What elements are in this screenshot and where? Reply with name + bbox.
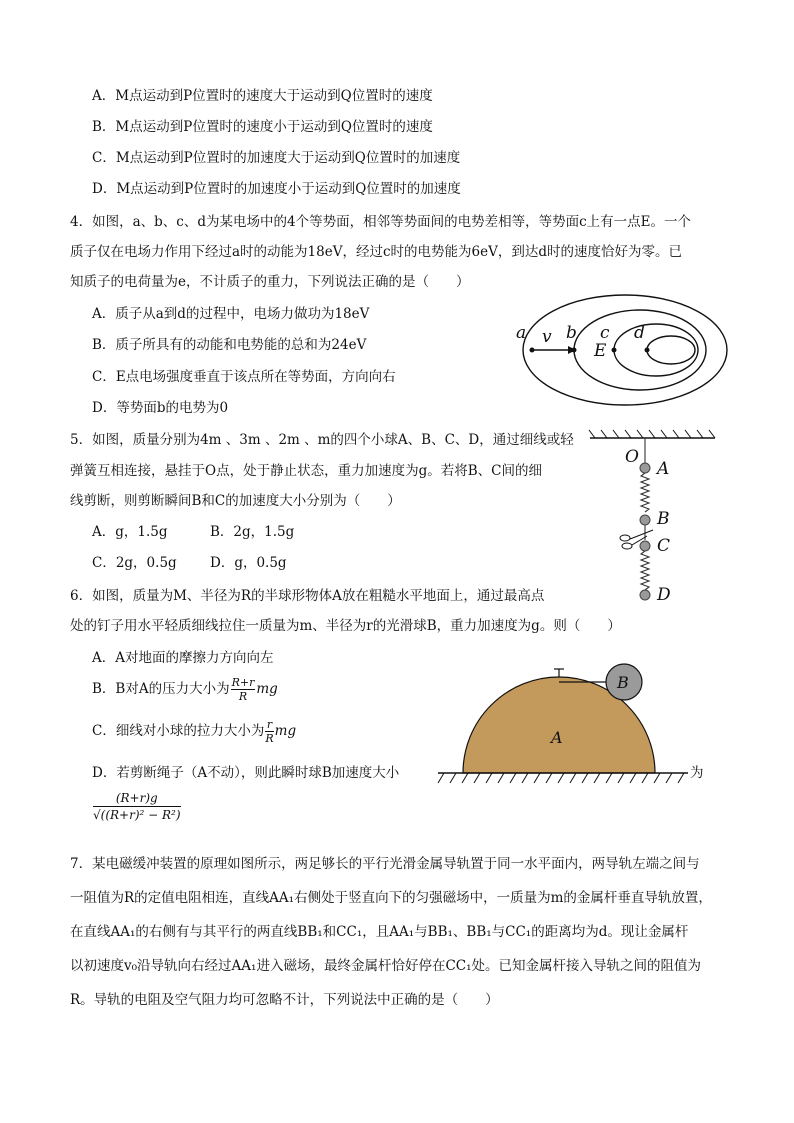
- ball-d: [640, 590, 650, 600]
- q5-option-b: B．2g，1.5g: [210, 524, 295, 540]
- label-b: b: [566, 323, 577, 343]
- label-B: B: [657, 509, 670, 529]
- label-C: C: [657, 536, 671, 556]
- q6-option-a: A．A对地面的摩擦力方向向左: [92, 650, 274, 666]
- label-c: c: [600, 323, 610, 343]
- q5-option-d: D．g，0.5g: [210, 555, 287, 571]
- q7-line-1: 7．某电磁缓冲装置的原理如图所示，两足够长的平行光滑金属导轨置于同一水平面内，两导轨左端之间与: [70, 856, 700, 872]
- q4-stem-line-1: 4．如图，a、b、c、d为某电场中的4个等势面，相邻等势面间的电势差相等，等势面c上有一点E。一个: [70, 214, 691, 230]
- q5-option-a: A．g，1.5g: [92, 524, 168, 540]
- label-A: A: [657, 459, 670, 479]
- q4-stem-line-3: 知质子的电荷量为e，不计质子的重力，下列说法正确的是（ ）: [70, 274, 470, 290]
- label-O: O: [625, 447, 639, 467]
- q7-line-3: 在直线AA₁的右侧有与其平行的两直线BB₁和CC₁，且AA₁与BB₁、BB₁与CC₁的距离均为d。现让金属杆: [70, 924, 689, 940]
- q6-hemisphere-figure: [438, 655, 698, 790]
- q3-option-a: A．M点运动到P位置时的速度大于运动到Q位置时的速度: [92, 88, 433, 104]
- q5-stem-line-2: 弹簧互相连接，悬挂于O点，处于静止状态，重力加速度为g。若将B、C间的细: [70, 463, 542, 479]
- label-E: E: [594, 341, 607, 361]
- label-D: D: [657, 585, 671, 605]
- ball-c: [640, 541, 650, 551]
- q3-option-b: B．M点运动到P位置时的速度小于运动到Q位置时的速度: [92, 119, 433, 135]
- q6-option-d-fraction: $\frac{(R+r)g}{\text{√((R+r)² − R²)}}$: [93, 791, 181, 822]
- nail-icon: [554, 669, 564, 677]
- equipotential-d: [647, 336, 695, 364]
- q6-stem-line-2: 处的钉子用水平轻质细线拉住一质量为m、半径为r的光滑球B，重力加速度为g。则（ ）: [70, 618, 621, 634]
- label-B: B: [617, 673, 629, 692]
- q4-option-d: D．等势面b的电势为0: [92, 400, 229, 416]
- label-d: d: [634, 323, 645, 343]
- label-a: a: [516, 323, 527, 343]
- q6-option-b: B．B对A的压力大小为 $\frac{R+r}{R}$ mg: [92, 676, 278, 703]
- q4-option-b: B．质子所具有的动能和电势能的总和为24eV: [92, 337, 367, 353]
- q3-option-d: D．M点运动到P位置时的加速度小于运动到Q位置时的加速度: [92, 181, 461, 197]
- q4-option-c: C．E点电场强度垂直于该点所在等势面，方向向右: [92, 369, 396, 385]
- q6-option-d: D．若剪断绳子（A不动），则此瞬时球B加速度大小: [92, 765, 400, 781]
- q7-line-2: 一阻值为R的定值电阻相连，直线AA₁右侧处于竖直向下的匀强磁场中，一质量为m的金属杆垂直导轨放置，: [70, 890, 712, 906]
- q3-option-c: C．M点运动到P位置时的加速度大于运动到Q位置时的加速度: [92, 150, 461, 166]
- q5-stem-line-3: 线剪断，则剪断瞬间B和C的加速度大小分别为（ ）: [70, 493, 401, 509]
- spring-upper: [641, 473, 649, 512]
- q4-stem-line-2: 质子仅在电场力作用下经过a时的动能为18eV，经过c时的电势能为6eV，到达d时的速度恰好为零。已: [70, 244, 682, 260]
- q6-stem-line-1: 6．如图，质量为M、半径为R的半球形物体A放在粗糙水平地面上，通过最高点: [70, 588, 545, 604]
- q7-line-5: R。导轨的电阻及空气阻力均可忽略不计，下列说法中正确的是（ ）: [70, 992, 499, 1008]
- q5-stem-line-1: 5．如图，质量分别为4m 、3m 、2m 、m的四个小球A、B、C、D，通过细线或轻: [70, 432, 574, 448]
- q4-option-a: A．质子从a到d的过程中，电场力做功为18eV: [92, 306, 370, 322]
- equipotential-c: [614, 324, 698, 376]
- q4-equipotential-figure: [510, 290, 730, 430]
- ball-a: [640, 463, 650, 473]
- q6-option-d-tail: 为: [690, 765, 704, 781]
- label-A: A: [551, 728, 563, 747]
- q5-option-c: C．2g，0.5g: [92, 555, 177, 571]
- q7-line-4: 以初速度v₀沿导轨向右经过AA₁进入磁场，最终金属杆恰好停在CC₁处。已知金属杆接入导轨之间的阻值为: [70, 958, 702, 974]
- ball-b: [640, 515, 650, 525]
- q5-spring-ball-figure: [585, 430, 725, 610]
- q6-option-c: C．细线对小球的拉力大小为 $\frac{r}{R}$ mg: [92, 718, 297, 745]
- spring-lower: [641, 551, 649, 590]
- label-v: v: [542, 327, 552, 347]
